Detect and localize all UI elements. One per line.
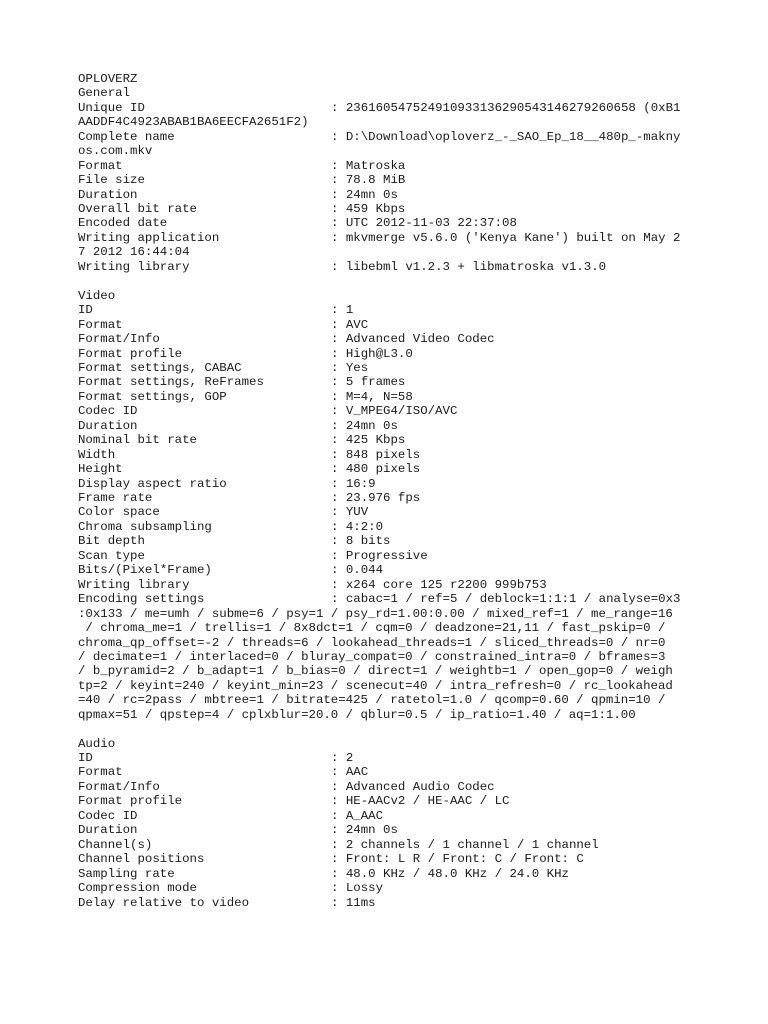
info-value: : 24mn 0s xyxy=(331,823,398,838)
info-value-continuation: tp=2 / keyint=240 / keyint_min=23 / scenecut=40 / intra_refresh=0 / rc_lookahead xyxy=(78,678,673,693)
info-row xyxy=(78,838,698,852)
info-value: : 5 frames xyxy=(331,375,406,390)
info-value-continuation: AADDF4C4923ABAB1BA6EECFA2651F2) xyxy=(78,115,309,130)
info-label: Overall bit rate xyxy=(78,202,197,217)
info-row xyxy=(78,318,698,332)
section-heading: Video xyxy=(78,288,116,303)
info-label: Format settings, GOP xyxy=(78,389,227,404)
info-value: : Lossy xyxy=(331,881,384,896)
info-value: : mkvmerge v5.6.0 ('Kenya Kane') built on May 2 xyxy=(331,230,681,245)
mediainfo-document xyxy=(78,72,698,910)
info-row xyxy=(78,462,698,476)
info-row xyxy=(78,361,698,375)
document-title: OPLOVERZ xyxy=(78,72,138,86)
info-value: : 8 bits xyxy=(331,534,391,549)
section-video xyxy=(78,289,698,722)
info-label: Sampling rate xyxy=(78,866,175,881)
section-audio xyxy=(78,737,698,910)
info-row xyxy=(78,390,698,404)
info-label: Color space xyxy=(78,505,160,520)
section-spacer xyxy=(78,722,698,736)
info-value: : AVC xyxy=(331,317,369,332)
info-value: : 459 Kbps xyxy=(331,202,406,217)
info-value-continuation: :0x133 / me=umh / subme=6 / psy=1 / psy_rd=1.00:0.00 / mixed_ref=1 / me_range=16 xyxy=(78,606,673,621)
info-row xyxy=(78,823,698,837)
info-label: Format profile xyxy=(78,794,183,809)
info-value: : 2 xyxy=(331,751,354,766)
info-row xyxy=(78,477,698,491)
info-row xyxy=(78,433,698,447)
info-value: : V_MPEG4/ISO/AVC xyxy=(331,404,458,419)
info-value: : Advanced Audio Codec xyxy=(331,779,495,794)
info-value: : libebml v1.2.3 + libmatroska v1.3.0 xyxy=(331,259,607,274)
info-value: : Yes xyxy=(331,360,369,375)
info-row xyxy=(78,896,698,910)
info-value-continuation: chroma_qp_offset=-2 / threads=6 / lookahead_threads=1 / sliced_threads=0 / nr=0 xyxy=(78,635,666,650)
info-row xyxy=(78,173,698,187)
info-label: Duration xyxy=(78,418,138,433)
info-row xyxy=(78,809,698,823)
info-label: ID xyxy=(78,751,93,766)
info-value-continuation: os.com.mkv xyxy=(78,144,153,159)
info-value: : Front: L R / Front: C / Front: C xyxy=(331,852,584,867)
info-row xyxy=(78,780,698,794)
info-value: : cabac=1 / ref=5 / deblock=1:1:1 / analyse=0x3 xyxy=(331,592,681,607)
info-value: : 23.976 fps xyxy=(331,491,421,506)
info-row xyxy=(78,578,698,592)
section-heading: Audio xyxy=(78,736,116,751)
info-label: Height xyxy=(78,462,123,477)
info-row xyxy=(78,867,698,881)
info-label: Writing application xyxy=(78,230,220,245)
info-value: : HE-AACv2 / HE-AAC / LC xyxy=(331,794,510,809)
info-value: : Advanced Video Codec xyxy=(331,332,495,347)
info-label: Channel positions xyxy=(78,852,205,867)
info-row xyxy=(78,765,698,779)
info-value: : 78.8 MiB xyxy=(331,173,406,188)
info-value-continuation: =40 / rc=2pass / mbtree=1 / bitrate=425 / ratetol=1.0 / qcomp=0.60 / qpmin=10 / xyxy=(78,693,666,708)
info-value: : 16:9 xyxy=(331,476,376,491)
info-row xyxy=(78,260,698,274)
info-value: : A_AAC xyxy=(331,808,384,823)
info-label: Format/Info xyxy=(78,332,160,347)
info-row xyxy=(78,130,698,144)
info-row xyxy=(78,216,698,230)
info-label: Format/Info xyxy=(78,779,160,794)
info-label: Format xyxy=(78,317,123,332)
info-label: Duration xyxy=(78,187,138,202)
info-label: Width xyxy=(78,447,116,462)
info-label: Format settings, CABAC xyxy=(78,360,242,375)
info-value: : x264 core 125 r2200 999b753 xyxy=(331,577,547,592)
info-value: : Progressive xyxy=(331,548,428,563)
info-value: : 24mn 0s xyxy=(331,187,398,202)
info-row xyxy=(78,505,698,519)
info-label: Scan type xyxy=(78,548,145,563)
info-row xyxy=(78,404,698,418)
section-general xyxy=(78,86,698,274)
info-label: Complete name xyxy=(78,129,175,144)
info-row xyxy=(78,188,698,202)
info-row xyxy=(78,448,698,462)
info-value: : D:\Download\oploverz_-_SAO_Ep_18__480p_-makny xyxy=(331,129,681,144)
info-row xyxy=(78,491,698,505)
info-label: Writing library xyxy=(78,259,190,274)
info-value: : 480 pixels xyxy=(331,462,421,477)
info-label: Frame rate xyxy=(78,491,153,506)
info-label: Compression mode xyxy=(78,881,197,896)
info-row xyxy=(78,303,698,317)
info-label: Nominal bit rate xyxy=(78,433,197,448)
info-label: Bits/(Pixel*Frame) xyxy=(78,563,212,578)
info-row xyxy=(78,347,698,361)
info-value-continuation: / decimate=1 / interlaced=0 / bluray_compat=0 / constrained_intra=0 / bframes=3 xyxy=(78,649,666,664)
info-row xyxy=(78,592,698,606)
info-value: : 2 channels / 1 channel / 1 channel xyxy=(331,837,599,852)
info-row xyxy=(78,419,698,433)
info-label: Duration xyxy=(78,823,138,838)
info-value: : UTC 2012-11-03 22:37:08 xyxy=(331,216,517,231)
info-value: : 24mn 0s xyxy=(331,418,398,433)
info-value: : 48.0 KHz / 48.0 KHz / 24.0 KHz xyxy=(331,866,569,881)
info-label: Display aspect ratio xyxy=(78,476,227,491)
info-row xyxy=(78,881,698,895)
info-label: Format settings, ReFrames xyxy=(78,375,264,390)
info-row xyxy=(78,534,698,548)
info-value: : 0.044 xyxy=(331,563,384,578)
info-row xyxy=(78,375,698,389)
info-value: : 4:2:0 xyxy=(331,519,384,534)
info-label: Unique ID xyxy=(78,100,145,115)
info-label: Bit depth xyxy=(78,534,145,549)
info-value-continuation: qpmax=51 / qpstep=4 / cplxblur=20.0 / qblur=0.5 / ip_ratio=1.40 / aq=1:1.00 xyxy=(78,707,636,722)
info-label: ID xyxy=(78,303,93,318)
info-row xyxy=(78,520,698,534)
info-row xyxy=(78,794,698,808)
info-value: : 848 pixels xyxy=(331,447,421,462)
info-row xyxy=(78,159,698,173)
info-row xyxy=(78,231,698,245)
info-value: : M=4, N=58 xyxy=(331,389,413,404)
info-row xyxy=(78,751,698,765)
info-row xyxy=(78,852,698,866)
info-value: : High@L3.0 xyxy=(331,346,413,361)
info-label: Format xyxy=(78,158,123,173)
info-label: Codec ID xyxy=(78,404,138,419)
info-value-continuation: 7 2012 16:44:04 xyxy=(78,245,190,260)
info-value: : 425 Kbps xyxy=(331,433,406,448)
info-label: Encoded date xyxy=(78,216,168,231)
info-value: : AAC xyxy=(331,765,369,780)
info-row xyxy=(78,549,698,563)
info-label: Format profile xyxy=(78,346,183,361)
info-label: Encoding settings xyxy=(78,592,205,607)
info-value-continuation: / b_pyramid=2 / b_adapt=1 / b_bias=0 / direct=1 / weightb=1 / open_gop=0 / weigh xyxy=(78,664,673,679)
section-heading: General xyxy=(78,86,131,101)
info-row xyxy=(78,101,698,115)
info-value: : Matroska xyxy=(331,158,406,173)
info-label: Writing library xyxy=(78,577,190,592)
info-value-continuation: / chroma_me=1 / trellis=1 / 8x8dct=1 / cqm=0 / deadzone=21,11 / fast_pskip=0 / xyxy=(78,621,666,636)
info-row xyxy=(78,202,698,216)
info-value: : 236160547524910933136290543146279260658 (0xB1 xyxy=(331,100,681,115)
info-label: Codec ID xyxy=(78,808,138,823)
info-label: Delay relative to video xyxy=(78,895,250,910)
info-value: : 11ms xyxy=(331,895,376,910)
info-label: Chroma subsampling xyxy=(78,519,212,534)
info-row xyxy=(78,563,698,577)
info-row xyxy=(78,332,698,346)
info-label: Format xyxy=(78,765,123,780)
info-label: File size xyxy=(78,173,145,188)
info-label: Channel(s) xyxy=(78,837,153,852)
info-value: : 1 xyxy=(331,303,354,318)
section-spacer xyxy=(78,274,698,288)
sections-container xyxy=(78,86,698,910)
info-value: : YUV xyxy=(331,505,369,520)
